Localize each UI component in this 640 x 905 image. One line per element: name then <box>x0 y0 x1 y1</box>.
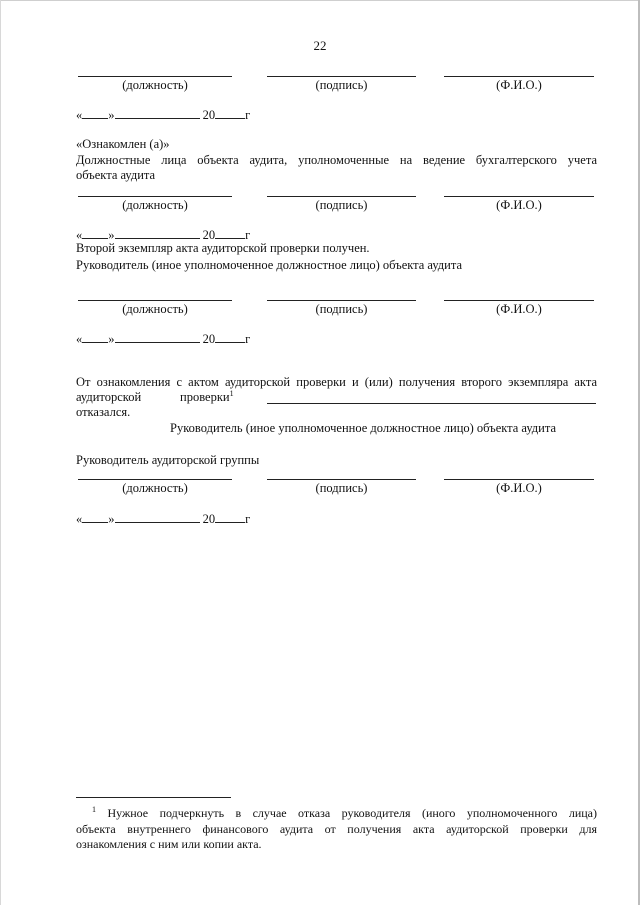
date-year-suffix: г <box>245 332 251 346</box>
refusal-word-2 <box>180 390 234 405</box>
signature-caption-2: (подпись) <box>315 198 368 212</box>
name-line-1 <box>444 76 594 77</box>
footnote-mark: 1 <box>92 805 96 814</box>
name-caption-1: (Ф.И.О.) <box>496 78 542 92</box>
position-caption-1: (должность) <box>122 78 188 92</box>
position-line-2 <box>78 196 232 197</box>
signature-caption-1: (подпись) <box>315 78 368 92</box>
refusal-word-1: аудиторской <box>76 390 142 404</box>
name-caption-3: (Ф.И.О.) <box>496 302 542 316</box>
date-year-blank <box>215 227 245 239</box>
name-caption-4: (Ф.И.О.) <box>496 481 542 495</box>
refusal-line-1: От ознакомления с актом аудиторской проверки и (или) получения второго экземпляра акта <box>76 375 597 389</box>
date-day-blank <box>82 227 108 239</box>
position-caption-3: (должность) <box>122 302 188 316</box>
refusal-word-2-text: проверки <box>180 390 230 404</box>
name-caption-2: (Ф.И.О.) <box>496 198 542 212</box>
position-line-1 <box>78 76 232 77</box>
date-day-blank <box>82 511 108 523</box>
signature-caption-3: (подпись) <box>315 302 368 316</box>
date-month-blank <box>115 107 200 119</box>
name-line-3 <box>444 300 594 301</box>
audit-group-heading: Руководитель аудиторской группы <box>76 453 260 467</box>
date-year-suffix: г <box>245 108 251 122</box>
date-close-quote: » <box>108 332 115 346</box>
footnote-separator <box>76 797 231 798</box>
second-copy-line-1: Второй экземпляр акта аудиторской проверки получен. <box>76 241 370 255</box>
footnote-line-3: ознакомления с ним или копии акта. <box>76 837 262 851</box>
page-number: 22 <box>313 38 327 53</box>
footnote-line-1 <box>76 806 597 821</box>
date-year-prefix: 20 <box>202 228 216 242</box>
date-month-blank <box>115 227 200 239</box>
date-year-prefix: 20 <box>202 332 216 346</box>
date-open-quote: « <box>76 332 83 346</box>
familiarized-line-1: Должностные лица объекта аудита, уполномоченные на ведение бухгалтерского учета <box>76 153 597 167</box>
refusal-line-3: отказался. <box>76 405 131 419</box>
date-year-suffix: г <box>245 512 251 526</box>
date-row-1 <box>76 107 250 123</box>
date-month-blank <box>115 511 200 523</box>
page-edge-left <box>0 0 1 905</box>
footnote-line-2: объекта внутреннего финансового аудита от получения акта аудиторской проверки для <box>76 822 597 836</box>
footnote-line-1-text: Нужное подчеркнуть в случае отказа руководителя (иного уполномоченного лица) <box>107 806 597 820</box>
date-day-blank <box>82 331 108 343</box>
date-year-blank <box>215 331 245 343</box>
position-line-4 <box>78 479 232 480</box>
date-year-suffix: г <box>245 228 251 242</box>
footnote-reference: 1 <box>229 389 234 398</box>
position-caption-4: (должность) <box>122 481 188 495</box>
date-year-blank <box>215 107 245 119</box>
date-open-quote: « <box>76 108 83 122</box>
date-day-blank <box>82 107 108 119</box>
date-open-quote: « <box>76 228 83 242</box>
date-month-blank <box>115 331 200 343</box>
name-line-2 <box>444 196 594 197</box>
refusal-line-4: Руководитель (иное уполномоченное должностное лицо) объекта аудита <box>170 421 557 435</box>
name-line-4 <box>444 479 594 480</box>
position-caption-2: (должность) <box>122 198 188 212</box>
familiarized-line-2: объекта аудита <box>76 168 156 182</box>
date-row-4 <box>76 511 250 527</box>
date-year-prefix: 20 <box>202 108 216 122</box>
familiarized-heading: «Ознакомлен (а)» <box>76 137 170 151</box>
second-copy-line-2: Руководитель (иное уполномоченное должностное лицо) объекта аудита <box>76 258 463 272</box>
page-edge-top <box>0 0 640 1</box>
signature-line-3 <box>267 300 416 301</box>
signature-caption-4: (подпись) <box>315 481 368 495</box>
position-line-3 <box>78 300 232 301</box>
date-close-quote: » <box>108 228 115 242</box>
date-close-quote: » <box>108 108 115 122</box>
date-close-quote: » <box>108 512 115 526</box>
refusal-signature-line <box>267 403 596 404</box>
date-year-prefix: 20 <box>202 512 216 526</box>
signature-line-2 <box>267 196 416 197</box>
signature-line-4 <box>267 479 416 480</box>
date-year-blank <box>215 511 245 523</box>
signature-line-1 <box>267 76 416 77</box>
date-row-3 <box>76 331 250 347</box>
date-open-quote: « <box>76 512 83 526</box>
